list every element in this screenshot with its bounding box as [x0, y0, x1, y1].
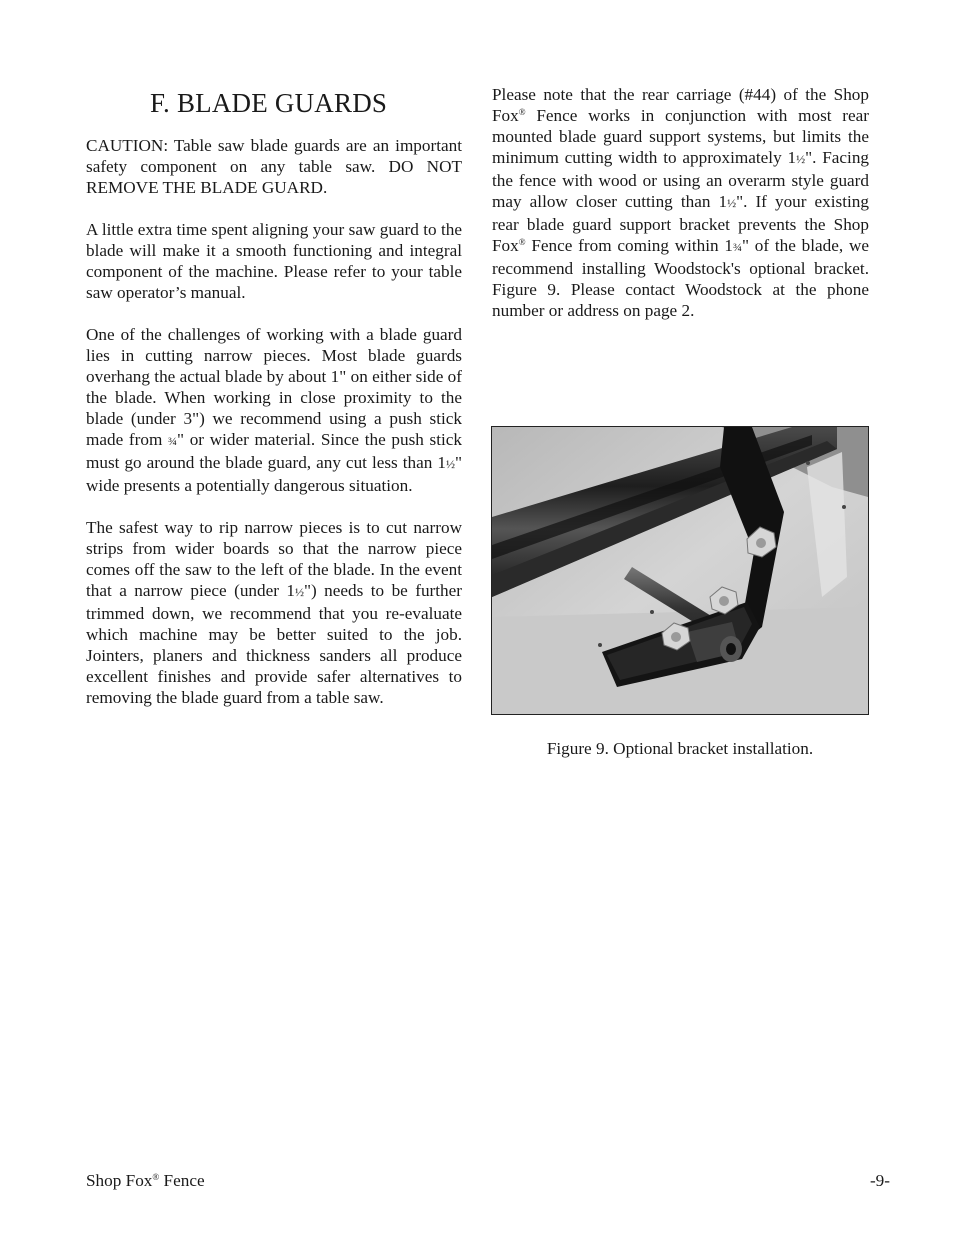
figure-caption: Figure 9. Optional bracket installation.	[546, 739, 814, 758]
rear-carriage-paragraph	[492, 84, 869, 321]
registered-mark: ®	[518, 107, 526, 117]
text-run: ". If your existing rear blade guard support bracket prevents the Shop Fox	[492, 192, 869, 255]
text-run: One of the challenges of working with a blade guard lies in cutting narrow pieces. Most blade guards overhang the actual blade by about 1" on either side of the blade. When working in close proximity to the blade (under 3") we recommend using a push stick made from	[86, 325, 462, 449]
fraction: ¾	[168, 434, 178, 448]
text-run: Please note that the rear carriage (#44) of the Shop Fox	[492, 85, 869, 125]
fraction: ½	[295, 585, 304, 599]
fraction: ½	[796, 152, 806, 166]
section-title: F. BLADE GUARDS	[150, 88, 388, 118]
right-column	[492, 84, 869, 321]
text-run: ") needs to be further trimmed down, we recommend that you re-evaluate which machine may be better suited to the job. Jointers, planers and thickness sanders all produce excellent finishes and provide safer alternatives to removing the blade guard from a table saw.	[86, 581, 462, 707]
footer-product-name	[86, 1170, 205, 1191]
text-run: The safest way to rip narrow pieces is to cut narrow strips from wider boards so that the narrow piece comes off the saw to the left of the blade. In the event that a narrow piece (under 1	[86, 518, 462, 600]
caution-paragraph: CAUTION: Table saw blade guards are an important safety component on any table saw. DO NOT REMOVE THE BLADE GUARD.	[86, 136, 462, 197]
bracket-photo	[491, 426, 869, 715]
text-run: ". Facing the fence with wood or using an overarm style guard may allow closer cutting than 1	[492, 148, 870, 211]
safest-way-paragraph	[86, 517, 462, 708]
fraction: ½	[727, 196, 737, 210]
text-run: Fence works in conjunction with most rear mounted blade guard support systems, but limits the minimum cutting width to approximately 1	[492, 106, 869, 167]
narrow-pieces-paragraph	[86, 324, 462, 496]
text-run: " of the blade, we recommend installing Woodstock's optional bracket. Figure 9. Please contact Woodstock at the phone number or address on page 2.	[492, 236, 869, 320]
text-run: Fence	[159, 1171, 205, 1190]
page-number: -9-	[869, 1171, 890, 1190]
fraction: ¾	[733, 240, 742, 254]
text-run: Shop Fox	[86, 1171, 153, 1190]
fraction: ½	[445, 457, 455, 471]
text-run: " wide presents a potentially dangerous situation.	[86, 453, 462, 495]
alignment-paragraph: A little extra time spent aligning your saw guard to the blade will make it a smooth functioning and integral component of the machine. Please refer to your table saw operator’s manual.	[86, 220, 462, 302]
text-run: " or wider material. Since the push stick must go around the blade guard, any cut less than 1	[86, 430, 462, 472]
text-run: Fence from coming within 1	[525, 236, 733, 255]
registered-mark: ®	[152, 1172, 160, 1182]
registered-mark: ®	[518, 237, 526, 247]
left-column	[86, 84, 462, 708]
